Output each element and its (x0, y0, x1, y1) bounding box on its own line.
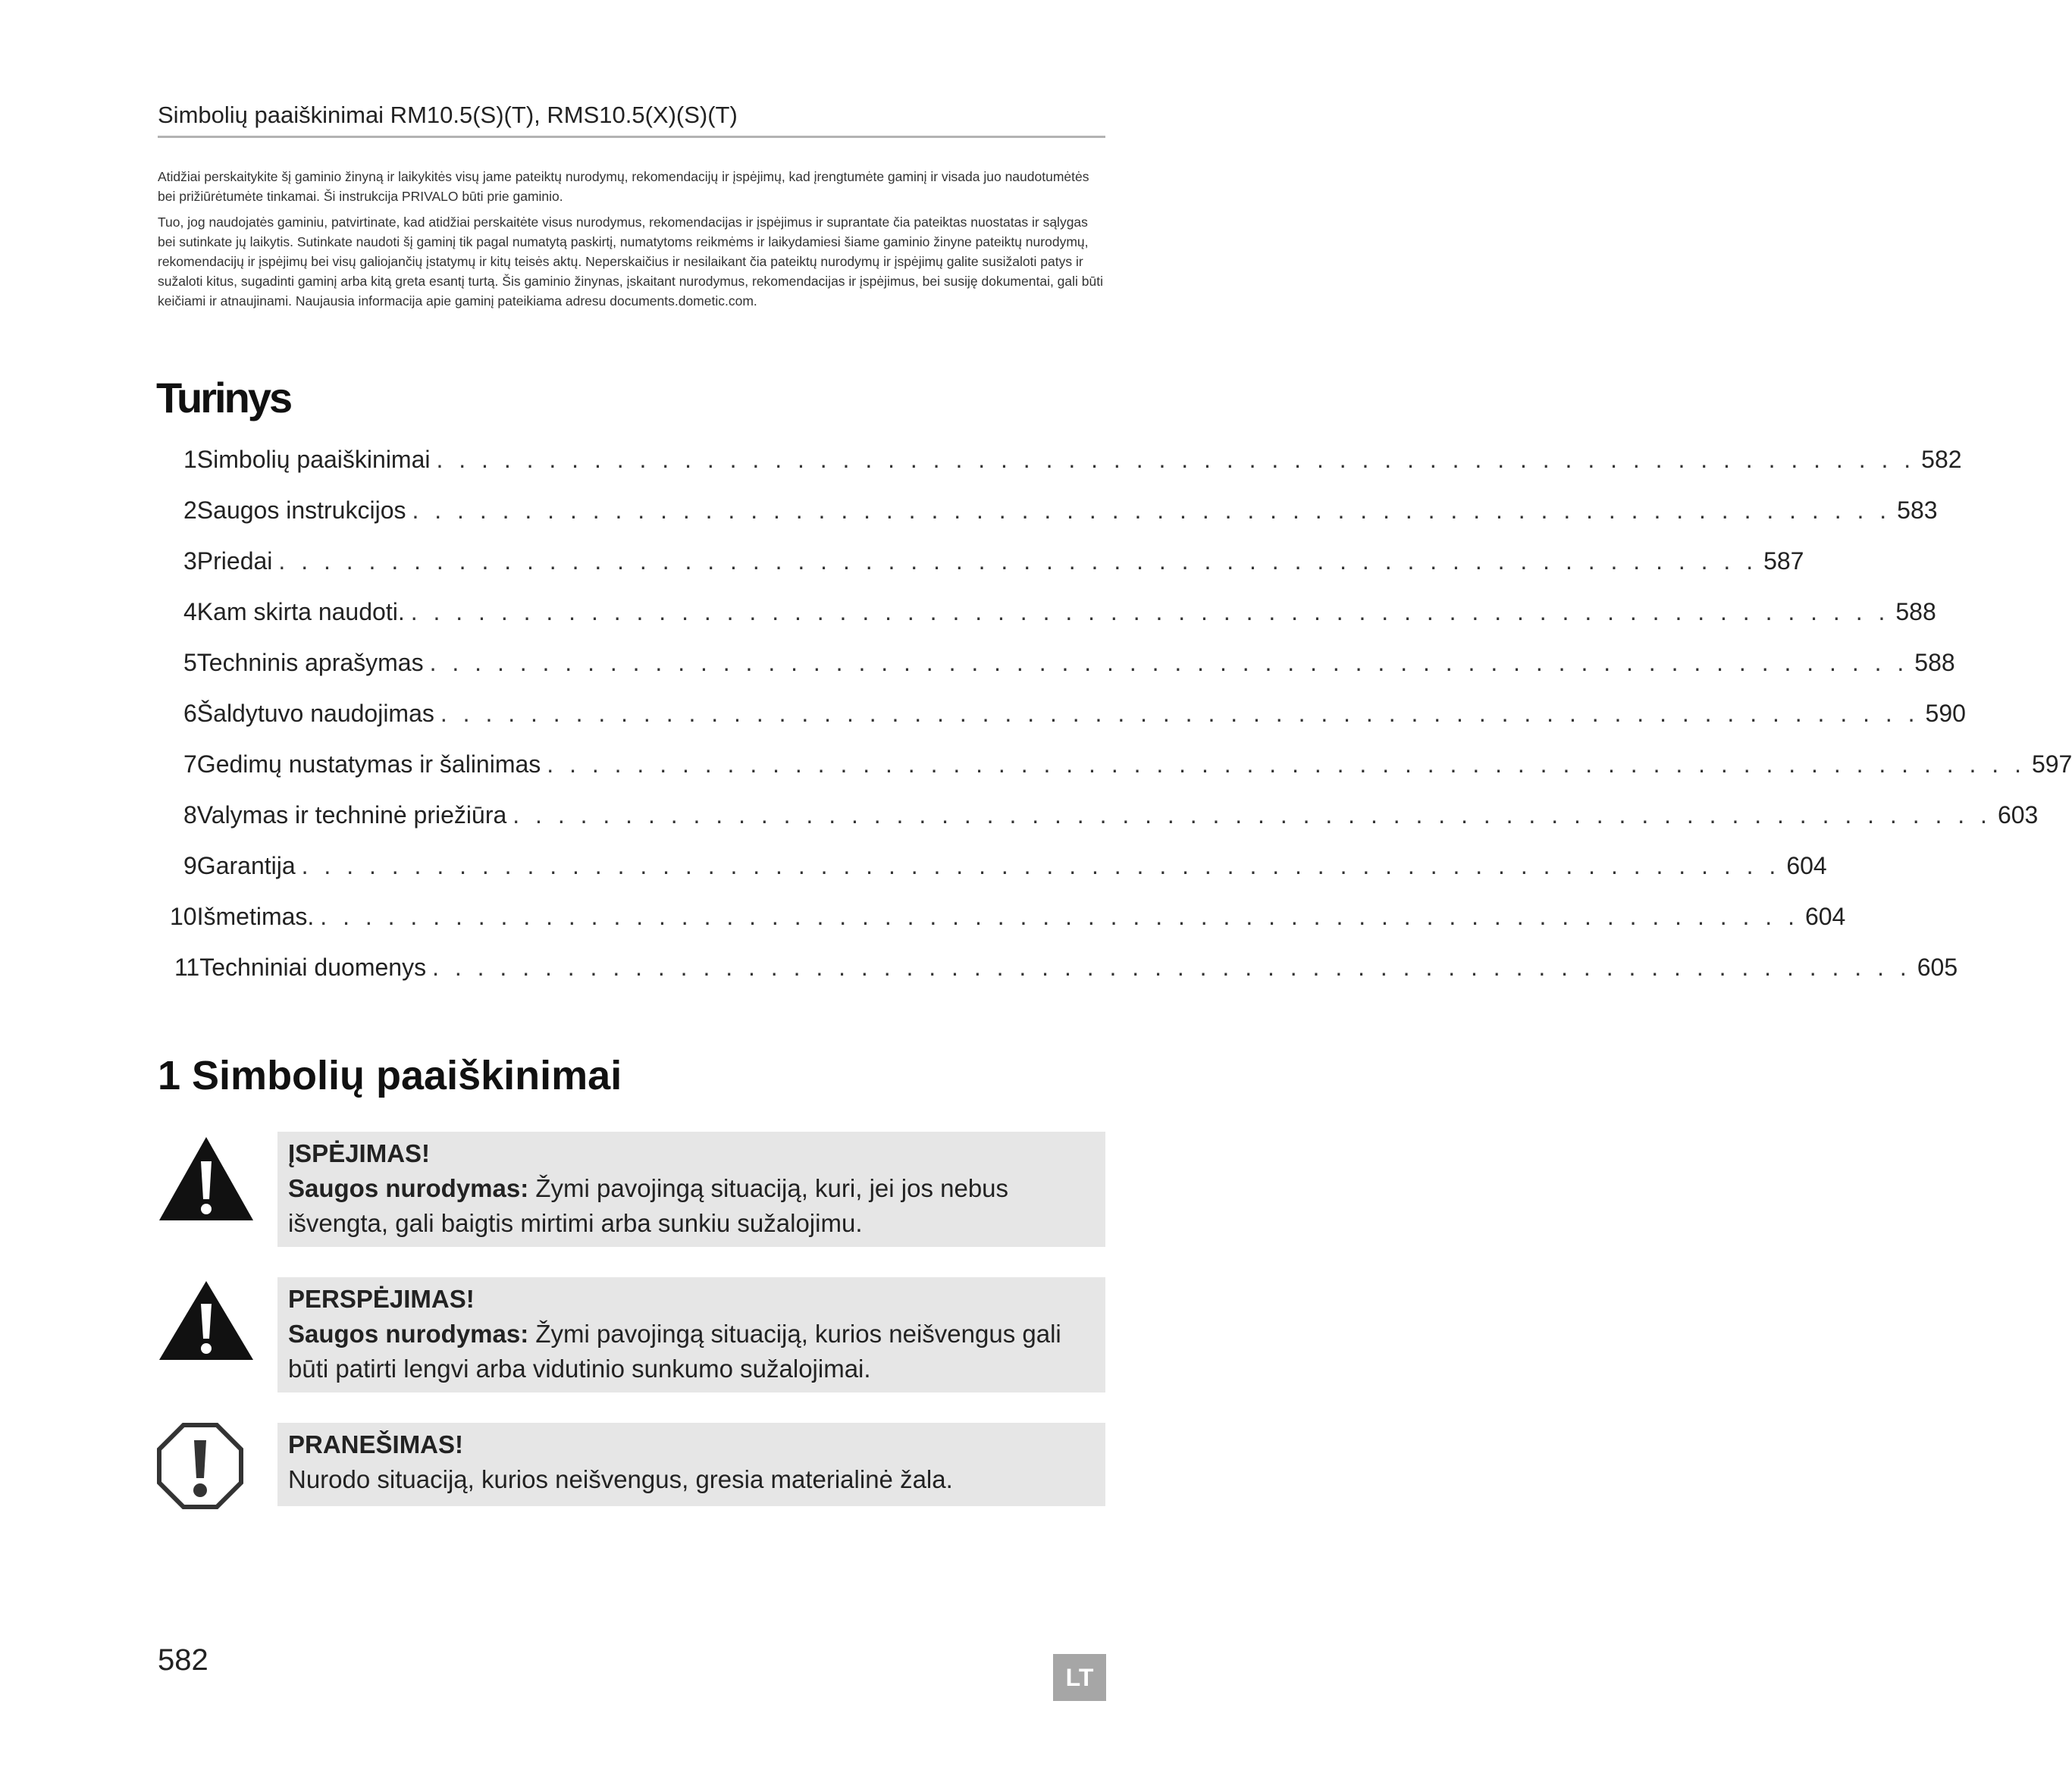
toc-entry-2[interactable] (183, 497, 1938, 534)
toc-entry-label: Gedimų nustatymas ir šalinimas (196, 750, 541, 778)
toc-leader-dots: . . . . . . . . . . . . . . . . . . . . . . . . . . . . . . . . . . . . . . . . . . . . . . . . . . . . . . . . . . . . . . . . . . (412, 497, 1892, 524)
toc-entry-page: 582 (1921, 446, 1962, 473)
toc-leader-dots: . . . . . . . . . . . . . . . . . . . . . . . . . . . . . . . . . . . . . . . . . . . . . . . . . . . . . . . . . . . . . . . . . . (320, 903, 1799, 930)
notice-text: Žymi pavojingą situaciją, kuri, jei jos nebus išvengta, gali baigtis mirtimi arba sunkiu sužalojimu. (288, 1174, 1009, 1237)
toc-leader-dots: . . . . . . . . . . . . . . . . . . . . . . . . . . . . . . . . . . . . . . . . . . . . . . . . . . . . . . . . . . . . . . . . . . (301, 852, 1781, 879)
toc-entry-label: Garantija (196, 852, 296, 879)
toc-entry-label: Simbolių paaiškinimai (196, 446, 431, 473)
toc-entry-page: 597 (2031, 750, 2072, 778)
toc-title: Turinys (156, 374, 291, 421)
toc-entry-label: Priedai (196, 547, 273, 575)
toc-leader-dots: . . . . . . . . . . . . . . . . . . . . . . . . . . . . . . . . . . . . . . . . . . . . . . . . . . . . . . . . . . . . . . . . . . (513, 801, 1992, 829)
toc-entry-label: Techniniai duomenys (199, 954, 427, 981)
notice-text: Nurodo situaciją, kurios neišvengus, gresia materialinė žala. (288, 1465, 953, 1493)
language-badge: LT (1053, 1654, 1106, 1701)
notice-heading: ĮSPĖJIMAS! (288, 1139, 431, 1167)
toc-entry-page: 604 (1804, 903, 1846, 930)
toc-entry-number: 3 (183, 547, 197, 575)
header-divider (158, 136, 1105, 138)
toc-entry-5[interactable] (183, 649, 1955, 687)
toc-entry-label: Techninis aprašymas (196, 649, 424, 676)
toc-entry-label: Kam skirta naudoti. (196, 598, 405, 625)
notice-label: Saugos nurodymas: (288, 1320, 529, 1348)
notice-octagon-icon (156, 1422, 244, 1510)
toc-entry-number: 10 (170, 903, 197, 930)
toc-entry-number: 8 (183, 801, 197, 829)
toc-leader-dots: . . . . . . . . . . . . . . . . . . . . . . . . . . . . . . . . . . . . . . . . . . . . . . . . . . . . . . . . . . . . . . . . . . (440, 700, 1920, 727)
intro-paragraph-1: Atidžiai perskaitykite šį gaminio žinyną ir laikykitės visų jame pateiktų nurodymų, rekomendacijų ir įspėjimų, kad įrengtumėte gaminį ir visada juo naudotumėtės bei prižiūrėtumėte tinkamai. Ši instrukcija PRIVALO būti prie gaminio. (158, 169, 1089, 204)
toc-entry-number: 5 (183, 649, 197, 676)
toc-entry-3[interactable] (183, 547, 1804, 585)
section-title: 1 Simbolių paaiškinimai (158, 1053, 622, 1098)
toc-entry-7[interactable] (183, 750, 2072, 788)
toc-leader-dots: . . . . . . . . . . . . . . . . . . . . . . . . . . . . . . . . . . . . . . . . . . . . . . . . . . . . . . . . . . . . . . . . . . (432, 954, 1911, 981)
material-damage-notice (277, 1423, 1105, 1506)
notice-label: Saugos nurodymas: (288, 1174, 529, 1202)
toc-entry-label: Išmetimas. (196, 903, 315, 930)
toc-entry-6[interactable] (183, 700, 1966, 738)
toc-entry-4[interactable] (183, 598, 1936, 636)
toc-entry-9[interactable] (183, 852, 1827, 890)
toc-entry-page: 590 (1925, 700, 1966, 727)
toc-entry-label: Saugos instrukcijos (196, 497, 406, 524)
caution-notice (277, 1277, 1105, 1392)
toc-entry-1[interactable] (183, 446, 1962, 484)
page-number: 582 (158, 1643, 208, 1677)
toc-entry-number: 7 (183, 750, 197, 778)
warning-notice (277, 1132, 1105, 1247)
toc-entry-8[interactable] (183, 801, 2039, 839)
warning-triangle-icon (156, 1134, 256, 1223)
toc-entry-number: 1 (183, 446, 197, 473)
toc-entry-label: Valymas ir techninė priežiūra (196, 801, 507, 829)
toc-entry-10[interactable] (170, 903, 1846, 941)
toc-entry-label: Šaldytuvo naudojimas (196, 700, 434, 727)
intro-paragraph-2: Tuo, jog naudojatės gaminiu, patvirtinate, kad atidžiai perskaitėte visus nurodymus, rekomendacijas ir įspėjimus ir suprantate čia pateiktas nuostatas ir sąlygas bei sutinkate jų laikytis. Sutinkate naudoti šį gaminį tik pagal numatytą paskirtį, numatytoms reikmėms ir laikydamiesi šiame gaminio žinyne pateiktų nurodymų, rekomendacijų ir įspėjimų bei visų galiojančių įstatymų ir kitų teisės aktų. Neperskaičius ir nesilaikant čia pateiktų nurodymų ir įspėjimų galite susižaloti patys ir sužaloti kitus, sugadinti gaminį arba kitą greta esantį turtą. Šis gaminio žinynas, įskaitant nurodymus, rekomendacijas ir įspėjimus, bei susiję dokumentai, gali būti keičiami ir atnaujinami. Naujausia informacija apie gaminį pateikiama adresu documents.dometic.com. (158, 215, 1103, 309)
toc-entry-page: 603 (1997, 801, 2039, 829)
notice-text: Žymi pavojingą situaciją, kurios neišvengus gali būti patirti lengvi arba vidutinio sunkumo sužalojimai. (288, 1320, 1061, 1383)
toc-leader-dots: . . . . . . . . . . . . . . . . . . . . . . . . . . . . . . . . . . . . . . . . . . . . . . . . . . . . . . . . . . . . . . . . . . (547, 750, 2026, 778)
running-header: Simbolių paaiškinimai RM10.5(S)(T), RMS10.5(X)(S)(T) (158, 102, 738, 128)
toc-entry-number: 2 (183, 497, 197, 524)
caution-triangle-icon (156, 1278, 256, 1363)
toc-entry-page: 605 (1917, 954, 1958, 981)
notice-heading: PRANEŠIMAS! (288, 1430, 464, 1458)
toc-entry-number: 9 (183, 852, 197, 879)
toc-entry-page: 588 (1895, 598, 1936, 625)
toc-entry-number: 4 (183, 598, 197, 625)
toc-leader-dots: . . . . . . . . . . . . . . . . . . . . . . . . . . . . . . . . . . . . . . . . . . . . . . . . . . . . . . . . . . . . . . . . . . (410, 598, 1890, 625)
toc-entry-page: 604 (1786, 852, 1827, 879)
toc-entry-number: 11 (174, 954, 200, 981)
toc-leader-dots: . . . . . . . . . . . . . . . . . . . . . . . . . . . . . . . . . . . . . . . . . . . . . . . . . . . . . . . . . . . . . . . . . . (436, 446, 1916, 473)
toc-leader-dots: . . . . . . . . . . . . . . . . . . . . . . . . . . . . . . . . . . . . . . . . . . . . . . . . . . . . . . . . . . . . . . . . . . (429, 649, 1909, 676)
notice-heading: PERSPĖJIMAS! (288, 1285, 475, 1313)
toc-leader-dots: . . . . . . . . . . . . . . . . . . . . . . . . . . . . . . . . . . . . . . . . . . . . . . . . . . . . . . . . . . . . . . . . . . (278, 547, 1758, 575)
toc-entry-page: 588 (1914, 649, 1955, 676)
toc-entry-number: 6 (183, 700, 197, 727)
toc-entry-11[interactable] (174, 954, 1958, 991)
toc-entry-page: 583 (1897, 497, 1938, 524)
toc-entry-page: 587 (1763, 547, 1804, 575)
